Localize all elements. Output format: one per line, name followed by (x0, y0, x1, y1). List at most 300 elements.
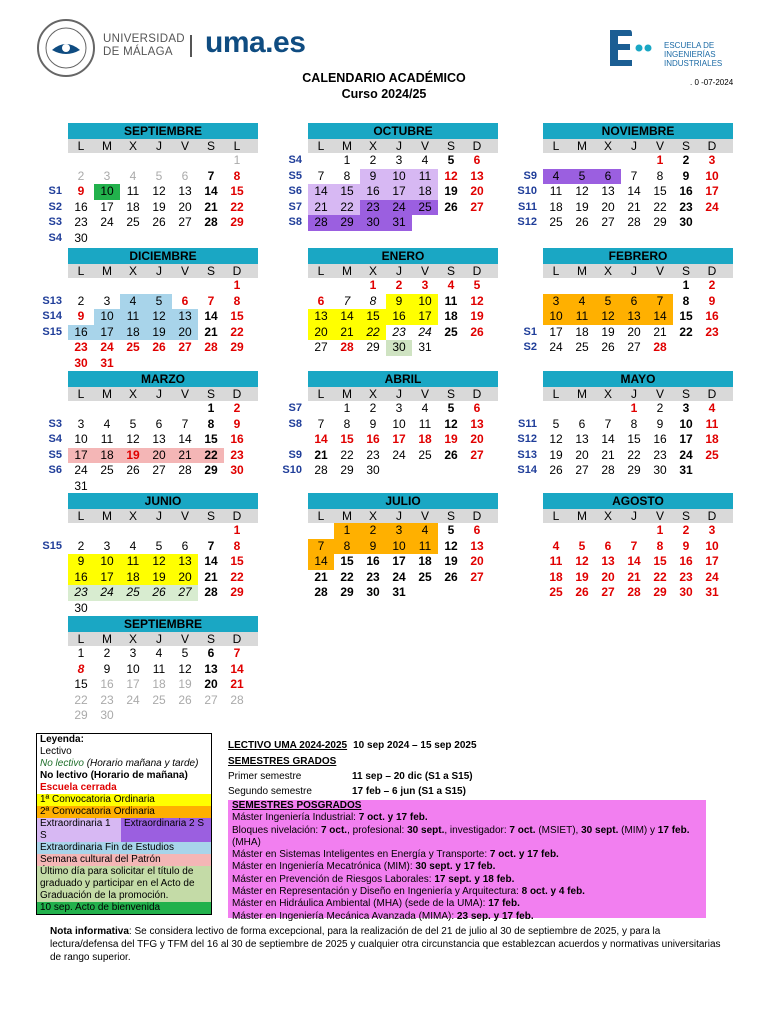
day-cell[interactable]: 7 (233, 646, 241, 660)
day-cell[interactable]: 22 (653, 569, 667, 584)
day-cell[interactable]: 27 (470, 199, 484, 214)
day-cell[interactable]: 13 (178, 184, 192, 198)
day-cell[interactable]: 1 (656, 153, 664, 167)
day-cell[interactable]: 20 (470, 184, 484, 198)
day-cell[interactable]: 27 (601, 585, 615, 599)
day-cell[interactable]: 1 (233, 523, 241, 537)
day-cell[interactable]: 6 (207, 646, 215, 660)
day-cell[interactable]: 26 (126, 463, 140, 477)
day-cell[interactable]: 14 (308, 554, 334, 570)
day-cell[interactable]: 23 (68, 585, 94, 601)
day-cell[interactable]: 4 (421, 153, 429, 167)
day-cell[interactable]: 18 (418, 432, 432, 446)
day-cell[interactable]: 25 (126, 215, 140, 229)
day-cell[interactable]: 18 (418, 554, 432, 568)
day-cell[interactable]: 12 (595, 309, 621, 325)
day-cell[interactable]: 27 (314, 340, 328, 354)
day-cell[interactable]: 7 (604, 416, 612, 431)
day-cell[interactable]: 23 (74, 340, 88, 354)
day-cell[interactable]: 16 (100, 677, 114, 691)
day-cell[interactable]: 7 (207, 168, 215, 183)
day-cell[interactable]: 23 (679, 199, 693, 214)
day-cell[interactable]: 21 (204, 324, 218, 339)
day-cell[interactable]: 9 (682, 168, 690, 183)
day-cell[interactable] (308, 153, 334, 169)
day-cell[interactable]: 3 (421, 278, 429, 292)
day-cell[interactable]: 19 (146, 325, 172, 341)
day-cell[interactable]: 16 (68, 570, 94, 586)
day-cell[interactable]: 17 (679, 432, 693, 446)
day-cell[interactable]: 13 (470, 168, 484, 183)
day-cell[interactable]: 2 (77, 293, 85, 308)
day-cell[interactable]: 7 (207, 538, 215, 553)
day-cell[interactable]: 15 (230, 554, 244, 568)
day-cell[interactable]: 1 (369, 278, 377, 292)
day-cell[interactable] (68, 523, 94, 539)
day-cell[interactable]: 12 (444, 416, 458, 431)
day-cell[interactable] (172, 601, 198, 617)
day-cell[interactable]: 10 (392, 416, 406, 431)
day-cell[interactable]: 2 (656, 401, 664, 415)
day-cell[interactable]: 8 (233, 538, 241, 553)
day-cell[interactable]: 10 (74, 432, 88, 446)
day-cell[interactable]: 17 (705, 554, 719, 568)
day-cell[interactable]: 27 (152, 463, 166, 477)
day-cell[interactable]: 2 (103, 646, 111, 660)
day-cell[interactable]: 19 (470, 309, 484, 323)
day-cell[interactable] (464, 585, 490, 601)
day-cell[interactable]: 11 (412, 539, 438, 555)
day-cell[interactable]: 21 (334, 325, 360, 341)
day-cell[interactable]: 19 (120, 448, 146, 464)
day-cell[interactable]: 24 (705, 199, 719, 214)
day-cell[interactable] (438, 463, 464, 479)
day-cell[interactable]: 1 (77, 646, 85, 660)
day-cell[interactable]: 4 (569, 294, 595, 310)
day-cell[interactable]: 29 (230, 215, 244, 229)
day-cell[interactable]: 24 (386, 200, 412, 216)
day-cell[interactable] (120, 708, 146, 724)
day-cell[interactable]: 19 (444, 554, 458, 568)
day-cell[interactable]: 31 (679, 463, 693, 477)
day-cell[interactable] (569, 278, 595, 294)
day-cell[interactable]: 19 (444, 432, 458, 446)
day-cell[interactable]: 31 (705, 585, 719, 599)
day-cell[interactable]: 28 (204, 585, 218, 599)
day-cell[interactable] (464, 340, 490, 356)
day-cell[interactable]: 24 (392, 447, 406, 462)
day-cell[interactable]: 20 (204, 677, 218, 691)
day-cell[interactable]: 9 (360, 169, 386, 185)
day-cell[interactable] (146, 601, 172, 617)
day-cell[interactable]: 14 (204, 184, 218, 198)
day-cell[interactable] (172, 401, 198, 417)
day-cell[interactable]: 21 (230, 677, 244, 691)
day-cell[interactable]: 14 (230, 661, 244, 676)
day-cell[interactable]: 1 (207, 401, 215, 415)
day-cell[interactable]: 4 (552, 538, 560, 553)
day-cell[interactable]: 25 (444, 324, 458, 339)
day-cell[interactable]: 4 (447, 278, 455, 292)
day-cell[interactable] (699, 215, 725, 231)
day-cell[interactable] (94, 278, 120, 294)
day-cell[interactable]: 7 (343, 293, 351, 308)
day-cell[interactable]: 26 (549, 463, 563, 477)
day-cell[interactable]: 20 (308, 325, 334, 341)
day-cell[interactable] (464, 463, 490, 479)
day-cell[interactable] (595, 401, 621, 417)
day-cell[interactable]: 25 (549, 585, 563, 599)
day-cell[interactable] (412, 463, 438, 479)
day-cell[interactable]: 23 (360, 200, 386, 216)
day-cell[interactable]: 3 (708, 523, 716, 537)
day-cell[interactable] (198, 601, 224, 617)
day-cell[interactable]: 18 (94, 448, 120, 464)
day-cell[interactable] (595, 153, 621, 169)
day-cell[interactable]: 20 (575, 447, 589, 462)
day-cell[interactable]: 19 (575, 199, 589, 214)
day-cell[interactable]: 5 (447, 523, 455, 537)
day-cell[interactable] (146, 479, 172, 495)
day-cell[interactable]: 14 (627, 184, 641, 198)
day-cell[interactable] (146, 523, 172, 539)
day-cell[interactable]: 9 (369, 416, 377, 431)
day-cell[interactable]: 17 (412, 309, 438, 325)
day-cell[interactable]: 16 (68, 325, 94, 341)
day-cell[interactable]: 29 (204, 463, 218, 477)
day-cell[interactable]: 11 (152, 661, 166, 676)
day-cell[interactable]: 29 (653, 215, 667, 229)
day-cell[interactable]: 26 (601, 340, 615, 354)
day-cell[interactable] (438, 215, 464, 231)
day-cell[interactable]: 27 (627, 340, 641, 354)
day-cell[interactable]: 1 (682, 278, 690, 292)
day-cell[interactable]: 15 (340, 554, 354, 568)
day-cell[interactable]: 28 (204, 340, 218, 354)
day-cell[interactable] (595, 278, 621, 294)
day-cell[interactable]: 6 (473, 153, 481, 167)
day-cell[interactable]: 26 (575, 215, 589, 229)
day-cell[interactable]: 4 (103, 416, 111, 431)
day-cell[interactable]: 24 (74, 463, 88, 477)
day-cell[interactable]: 8 (656, 168, 664, 183)
day-cell[interactable]: 17 (392, 432, 406, 446)
day-cell[interactable]: 19 (575, 569, 589, 584)
day-cell[interactable]: 12 (444, 168, 458, 183)
day-cell[interactable]: 6 (595, 169, 621, 185)
day-cell[interactable] (94, 153, 120, 169)
day-cell[interactable] (438, 585, 464, 601)
day-cell[interactable]: 13 (470, 416, 484, 431)
day-cell[interactable]: 18 (120, 325, 146, 341)
day-cell[interactable] (224, 708, 250, 724)
day-cell[interactable]: 29 (334, 215, 360, 231)
day-cell[interactable]: 17 (100, 199, 114, 214)
day-cell[interactable]: 22 (198, 448, 224, 464)
day-cell[interactable] (595, 523, 621, 539)
day-cell[interactable]: 22 (334, 200, 360, 216)
day-cell[interactable]: 17 (386, 184, 412, 200)
day-cell[interactable]: 6 (473, 401, 481, 415)
day-cell[interactable] (198, 356, 224, 372)
day-cell[interactable]: 4 (421, 401, 429, 415)
day-cell[interactable]: 2 (233, 401, 241, 415)
day-cell[interactable]: 12 (146, 554, 172, 570)
day-cell[interactable]: 23 (230, 447, 244, 462)
day-cell[interactable]: 15 (230, 309, 244, 323)
day-cell[interactable]: 19 (549, 447, 563, 462)
day-cell[interactable]: 29 (340, 463, 354, 477)
day-cell[interactable]: 22 (230, 324, 244, 339)
day-cell[interactable]: 22 (340, 569, 354, 584)
day-cell[interactable] (334, 278, 360, 294)
day-cell[interactable]: 23 (366, 569, 380, 584)
day-cell[interactable]: 22 (653, 199, 667, 214)
day-cell[interactable]: 6 (621, 294, 647, 310)
day-cell[interactable]: 12 (470, 293, 484, 308)
day-cell[interactable]: 20 (601, 569, 615, 584)
day-cell[interactable]: 26 (152, 340, 166, 354)
day-cell[interactable] (146, 153, 172, 169)
day-cell[interactable]: 7 (181, 416, 189, 431)
day-cell[interactable]: 8 (334, 539, 360, 555)
day-cell[interactable] (224, 231, 250, 247)
day-cell[interactable]: 13 (152, 432, 166, 446)
day-cell[interactable]: 31 (100, 355, 114, 370)
day-cell[interactable]: 14 (334, 309, 360, 325)
day-cell[interactable]: 16 (653, 432, 667, 446)
day-cell[interactable]: 25 (100, 463, 114, 477)
uma-brand[interactable]: uma.es (205, 26, 306, 59)
day-cell[interactable]: 1 (343, 153, 351, 167)
day-cell[interactable]: 13 (172, 309, 198, 325)
day-cell[interactable]: 10 (705, 168, 719, 183)
day-cell[interactable]: 18 (549, 199, 563, 214)
day-cell[interactable]: 19 (444, 184, 458, 198)
day-cell[interactable] (647, 278, 673, 294)
day-cell[interactable] (68, 401, 94, 417)
day-cell[interactable] (198, 708, 224, 724)
day-cell[interactable]: 10 (679, 416, 693, 431)
day-cell[interactable]: 26 (444, 569, 458, 584)
day-cell[interactable] (412, 585, 438, 601)
day-cell[interactable]: 15 (627, 432, 641, 446)
day-cell[interactable]: 14 (647, 309, 673, 325)
day-cell[interactable]: 30 (679, 585, 693, 599)
day-cell[interactable]: 14 (178, 432, 192, 446)
day-cell[interactable] (198, 479, 224, 495)
day-cell[interactable]: 22 (627, 447, 641, 462)
day-cell[interactable]: 28 (627, 585, 641, 599)
day-cell[interactable]: 16 (705, 309, 719, 323)
day-cell[interactable]: 31 (392, 585, 406, 599)
day-cell[interactable]: 5 (129, 416, 137, 431)
day-cell[interactable]: 29 (653, 585, 667, 599)
day-cell[interactable]: 2 (708, 278, 716, 292)
day-cell[interactable]: 18 (575, 324, 589, 339)
day-cell[interactable] (120, 278, 146, 294)
day-cell[interactable]: 7 (308, 539, 334, 555)
day-cell[interactable]: 7 (207, 293, 215, 308)
day-cell[interactable]: 17 (94, 570, 120, 586)
day-cell[interactable]: 23 (100, 692, 114, 707)
day-cell[interactable] (621, 153, 647, 169)
day-cell[interactable]: 18 (412, 184, 438, 200)
day-cell[interactable] (198, 231, 224, 247)
day-cell[interactable] (198, 278, 224, 294)
day-cell[interactable]: 16 (230, 432, 244, 446)
day-cell[interactable] (146, 231, 172, 247)
day-cell[interactable] (673, 340, 699, 356)
day-cell[interactable]: 10 (94, 554, 120, 570)
day-cell[interactable]: 1 (233, 278, 241, 292)
day-cell[interactable] (94, 601, 120, 617)
day-cell[interactable]: 26 (146, 585, 172, 601)
day-cell[interactable]: 5 (447, 401, 455, 415)
day-cell[interactable]: 8 (369, 293, 377, 308)
day-cell[interactable]: 7 (630, 538, 638, 553)
day-cell[interactable]: 4 (129, 538, 137, 553)
day-cell[interactable]: 15 (230, 184, 244, 198)
day-cell[interactable]: 18 (705, 432, 719, 446)
day-cell[interactable]: 28 (627, 215, 641, 229)
day-cell[interactable]: 8 (630, 416, 638, 431)
day-cell[interactable]: 1 (656, 523, 664, 537)
day-cell[interactable] (120, 356, 146, 372)
day-cell[interactable]: 30 (386, 340, 412, 356)
day-cell[interactable]: 27 (204, 692, 218, 707)
day-cell[interactable]: 1 (233, 153, 241, 167)
day-cell[interactable]: 24 (392, 569, 406, 584)
day-cell[interactable]: 21 (653, 324, 667, 339)
day-cell[interactable]: 30 (366, 585, 380, 599)
day-cell[interactable]: 28 (314, 463, 328, 477)
day-cell[interactable]: 28 (340, 340, 354, 354)
day-cell[interactable]: 5 (447, 153, 455, 167)
day-cell[interactable]: 2 (682, 523, 690, 537)
day-cell[interactable]: 16 (74, 199, 88, 214)
day-cell[interactable] (412, 215, 438, 231)
day-cell[interactable]: 6 (181, 538, 189, 553)
day-cell[interactable]: 3 (708, 153, 716, 167)
day-cell[interactable]: 5 (155, 538, 163, 553)
day-cell[interactable]: 12 (575, 554, 589, 568)
day-cell[interactable]: 19 (152, 199, 166, 214)
day-cell[interactable] (68, 153, 94, 169)
day-cell[interactable]: 6 (317, 293, 325, 308)
day-cell[interactable]: 17 (549, 324, 563, 339)
day-cell[interactable]: 25 (412, 200, 438, 216)
day-cell[interactable]: 25 (418, 447, 432, 462)
day-cell[interactable] (120, 401, 146, 417)
day-cell[interactable]: 1 (343, 401, 351, 415)
day-cell[interactable]: 20 (470, 554, 484, 568)
day-cell[interactable]: 2 (369, 401, 377, 415)
day-cell[interactable]: 13 (601, 554, 615, 568)
day-cell[interactable]: 11 (120, 554, 146, 570)
day-cell[interactable]: 23 (392, 324, 406, 339)
day-cell[interactable]: 24 (679, 447, 693, 462)
day-cell[interactable] (120, 231, 146, 247)
day-cell[interactable]: 21 (308, 200, 334, 216)
day-cell[interactable]: 31 (74, 478, 88, 493)
day-cell[interactable]: 2 (369, 153, 377, 167)
day-cell[interactable]: 15 (653, 184, 667, 198)
day-cell[interactable] (224, 356, 250, 372)
day-cell[interactable]: 27 (470, 447, 484, 462)
day-cell[interactable]: 20 (172, 325, 198, 341)
day-cell[interactable]: 15 (74, 677, 88, 691)
day-cell[interactable]: 9 (77, 309, 85, 323)
day-cell[interactable]: 27 (470, 569, 484, 584)
day-cell[interactable]: 9 (656, 416, 664, 431)
day-cell[interactable]: 3 (543, 294, 569, 310)
day-cell[interactable]: 15 (653, 554, 667, 568)
day-cell[interactable] (172, 153, 198, 169)
day-cell[interactable]: 28 (314, 585, 328, 599)
day-cell[interactable]: 28 (178, 463, 192, 477)
day-cell[interactable] (198, 153, 224, 169)
day-cell[interactable] (94, 479, 120, 495)
day-cell[interactable]: 9 (77, 184, 85, 198)
day-cell[interactable]: 20 (178, 199, 192, 214)
day-cell[interactable]: 30 (679, 215, 693, 229)
day-cell[interactable]: 25 (120, 585, 146, 601)
day-cell[interactable]: 16 (366, 432, 380, 446)
day-cell[interactable]: 9 (360, 539, 386, 555)
day-cell[interactable]: 29 (74, 708, 88, 722)
day-cell[interactable]: 9 (233, 416, 241, 431)
day-cell[interactable]: 5 (155, 168, 163, 183)
day-cell[interactable] (120, 153, 146, 169)
day-cell[interactable]: 11 (100, 432, 114, 446)
day-cell[interactable] (569, 523, 595, 539)
day-cell[interactable]: 3 (77, 416, 85, 431)
day-cell[interactable]: 31 (386, 215, 412, 231)
day-cell[interactable] (569, 153, 595, 169)
day-cell[interactable]: 6 (181, 293, 189, 308)
day-cell[interactable]: 6 (473, 523, 481, 537)
day-cell[interactable]: 26 (575, 585, 589, 599)
day-cell[interactable]: 6 (155, 416, 163, 431)
day-cell[interactable]: 24 (94, 585, 120, 601)
day-cell[interactable]: 13 (470, 538, 484, 553)
day-cell[interactable]: 14 (204, 309, 218, 323)
day-cell[interactable]: 11 (418, 416, 432, 431)
day-cell[interactable]: 31 (418, 340, 432, 354)
day-cell[interactable]: 30 (100, 708, 114, 722)
day-cell[interactable]: 6 (604, 538, 612, 553)
day-cell[interactable] (146, 278, 172, 294)
day-cell[interactable]: 22 (230, 199, 244, 214)
day-cell[interactable]: 20 (172, 570, 198, 586)
day-cell[interactable]: 27 (178, 215, 192, 229)
day-cell[interactable]: 24 (705, 569, 719, 584)
day-cell[interactable]: 3 (682, 401, 690, 415)
day-cell[interactable]: 17 (68, 448, 94, 464)
day-cell[interactable] (699, 340, 725, 356)
day-cell[interactable]: 28 (601, 463, 615, 477)
day-cell[interactable]: 14 (627, 554, 641, 568)
day-cell[interactable]: 2 (682, 153, 690, 167)
day-cell[interactable]: 29 (627, 463, 641, 477)
day-cell[interactable]: 7 (630, 168, 638, 183)
day-cell[interactable]: 11 (705, 416, 719, 431)
day-cell[interactable]: 10 (386, 539, 412, 555)
day-cell[interactable]: 13 (621, 309, 647, 325)
day-cell[interactable]: 9 (103, 661, 111, 676)
day-cell[interactable] (543, 278, 569, 294)
